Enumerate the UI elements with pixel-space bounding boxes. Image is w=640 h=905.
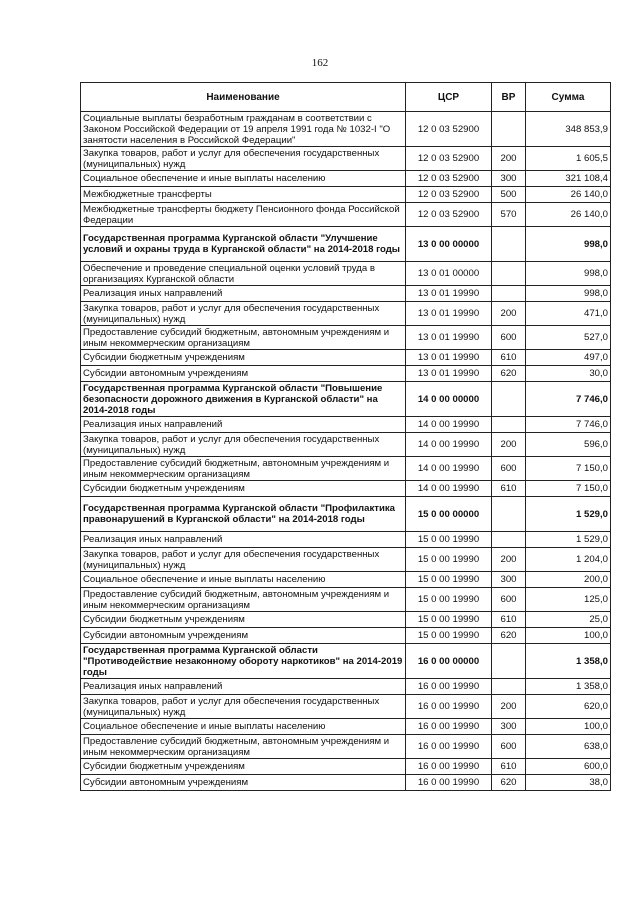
cell-name: Предоставление субсидий бюджетным, автономным учреждениям и иным некоммерческим организациям bbox=[81, 735, 406, 759]
table-row bbox=[81, 286, 611, 302]
cell-sum: 100,0 bbox=[526, 719, 611, 735]
cell-name: Закупка товаров, работ и услуг для обеспечения государственных (муниципальных) нужд bbox=[81, 147, 406, 171]
cell-csr: 16 0 00 19990 bbox=[406, 735, 492, 759]
cell-sum: 321 108,4 bbox=[526, 171, 611, 187]
cell-sum: 200,0 bbox=[526, 572, 611, 588]
table-row bbox=[81, 612, 611, 628]
program-row bbox=[81, 644, 611, 679]
cell-name: Социальное обеспечение и иные выплаты населению bbox=[81, 719, 406, 735]
cell-sum: 100,0 bbox=[526, 628, 611, 644]
cell-name: Социальное обеспечение и иные выплаты населению bbox=[81, 171, 406, 187]
cell-name: Закупка товаров, работ и услуг для обеспечения государственных (муниципальных) нужд bbox=[81, 433, 406, 457]
table-row bbox=[81, 302, 611, 326]
cell-sum: 620,0 bbox=[526, 695, 611, 719]
table-row bbox=[81, 147, 611, 171]
program-row bbox=[81, 227, 611, 262]
cell-sum: 348 853,9 bbox=[526, 112, 611, 147]
cell-sum: 7 150,0 bbox=[526, 481, 611, 497]
cell-sum: 596,0 bbox=[526, 433, 611, 457]
header-csr: ЦСР bbox=[406, 83, 492, 112]
cell-vr: 500 bbox=[492, 187, 526, 203]
cell-sum: 638,0 bbox=[526, 735, 611, 759]
cell-vr bbox=[492, 262, 526, 286]
cell-csr: 12 0 03 52900 bbox=[406, 203, 492, 227]
cell-csr: 16 0 00 00000 bbox=[406, 644, 492, 679]
cell-name: Реализация иных направлений bbox=[81, 417, 406, 433]
cell-sum: 998,0 bbox=[526, 227, 611, 262]
cell-name: Межбюджетные трансферты бюджету Пенсионного фонда Российской Федерации bbox=[81, 203, 406, 227]
cell-csr: 16 0 00 19990 bbox=[406, 775, 492, 791]
cell-csr: 16 0 00 19990 bbox=[406, 695, 492, 719]
cell-name: Предоставление субсидий бюджетным, автономным учреждениям и иным некоммерческим организациям bbox=[81, 588, 406, 612]
cell-csr: 14 0 00 19990 bbox=[406, 417, 492, 433]
table-row bbox=[81, 759, 611, 775]
cell-csr: 15 0 00 19990 bbox=[406, 532, 492, 548]
cell-csr: 13 0 01 19990 bbox=[406, 302, 492, 326]
cell-name: Реализация иных направлений bbox=[81, 532, 406, 548]
table-row bbox=[81, 112, 611, 147]
cell-csr: 14 0 00 19990 bbox=[406, 457, 492, 481]
cell-name: Субсидии бюджетным учреждениям bbox=[81, 759, 406, 775]
cell-csr: 13 0 01 19990 bbox=[406, 326, 492, 350]
table-row bbox=[81, 262, 611, 286]
cell-vr: 300 bbox=[492, 719, 526, 735]
cell-vr bbox=[492, 679, 526, 695]
cell-csr: 15 0 00 19990 bbox=[406, 588, 492, 612]
cell-sum: 1 529,0 bbox=[526, 532, 611, 548]
cell-vr: 620 bbox=[492, 628, 526, 644]
table-row bbox=[81, 572, 611, 588]
cell-csr: 14 0 00 19990 bbox=[406, 433, 492, 457]
cell-vr: 200 bbox=[492, 695, 526, 719]
cell-vr: 610 bbox=[492, 759, 526, 775]
cell-vr bbox=[492, 417, 526, 433]
cell-vr: 610 bbox=[492, 612, 526, 628]
cell-csr: 12 0 03 52900 bbox=[406, 112, 492, 147]
cell-csr: 12 0 03 52900 bbox=[406, 147, 492, 171]
cell-sum: 998,0 bbox=[526, 262, 611, 286]
cell-csr: 15 0 00 19990 bbox=[406, 572, 492, 588]
header-vr: ВР bbox=[492, 83, 526, 112]
header-name: Наименование bbox=[81, 83, 406, 112]
cell-name: Закупка товаров, работ и услуг для обеспечения государственных (муниципальных) нужд bbox=[81, 695, 406, 719]
cell-sum: 30,0 bbox=[526, 366, 611, 382]
cell-vr: 600 bbox=[492, 588, 526, 612]
table-row bbox=[81, 719, 611, 735]
cell-vr: 620 bbox=[492, 366, 526, 382]
cell-csr: 14 0 00 00000 bbox=[406, 382, 492, 417]
budget-table bbox=[80, 82, 611, 791]
cell-vr: 570 bbox=[492, 203, 526, 227]
cell-sum: 125,0 bbox=[526, 588, 611, 612]
table-row bbox=[81, 532, 611, 548]
cell-sum: 1 605,5 bbox=[526, 147, 611, 171]
cell-vr: 620 bbox=[492, 775, 526, 791]
cell-name: Государственная программа Курганской области "Противодействие незаконному обороту наркотиков" на 2014-2019 годы bbox=[81, 644, 406, 679]
table-body bbox=[81, 112, 611, 791]
cell-csr: 15 0 00 19990 bbox=[406, 628, 492, 644]
table-row bbox=[81, 326, 611, 350]
cell-name: Государственная программа Курганской области "Повышение безопасности дорожного движения в Курганской области" на 2014-2018 годы bbox=[81, 382, 406, 417]
table-row bbox=[81, 695, 611, 719]
page-number: 162 bbox=[311, 57, 329, 69]
cell-name: Предоставление субсидий бюджетным, автономным учреждениям и иным некоммерческим организациям bbox=[81, 457, 406, 481]
cell-vr: 300 bbox=[492, 572, 526, 588]
cell-csr: 13 0 01 19990 bbox=[406, 366, 492, 382]
cell-name: Обеспечение и проведение специальной оценки условий труда в организациях Курганской области bbox=[81, 262, 406, 286]
cell-csr: 15 0 00 19990 bbox=[406, 612, 492, 628]
cell-csr: 13 0 00 00000 bbox=[406, 227, 492, 262]
cell-vr: 600 bbox=[492, 735, 526, 759]
cell-csr: 13 0 01 00000 bbox=[406, 262, 492, 286]
cell-name: Закупка товаров, работ и услуг для обеспечения государственных (муниципальных) нужд bbox=[81, 302, 406, 326]
cell-sum: 26 140,0 bbox=[526, 187, 611, 203]
cell-sum: 1 358,0 bbox=[526, 679, 611, 695]
cell-name: Субсидии бюджетным учреждениям bbox=[81, 350, 406, 366]
cell-name: Социальные выплаты безработным гражданам в соответствии с Законом Российской Федерации от 19 апреля 1991 года № 1032-I "О занятости населения в Российской Федерации" bbox=[81, 112, 406, 147]
cell-name: Предоставление субсидий бюджетным, автономным учреждениям и иным некоммерческим организациям bbox=[81, 326, 406, 350]
table-row bbox=[81, 775, 611, 791]
cell-name: Субсидии автономным учреждениям bbox=[81, 775, 406, 791]
cell-sum: 26 140,0 bbox=[526, 203, 611, 227]
cell-sum: 7 746,0 bbox=[526, 417, 611, 433]
program-row bbox=[81, 382, 611, 417]
cell-name: Межбюджетные трансферты bbox=[81, 187, 406, 203]
cell-csr: 16 0 00 19990 bbox=[406, 759, 492, 775]
cell-name: Государственная программа Курганской области "Профилактика правонарушений в Курганской области" на 2014-2018 годы bbox=[81, 497, 406, 532]
cell-sum: 38,0 bbox=[526, 775, 611, 791]
cell-csr: 14 0 00 19990 bbox=[406, 481, 492, 497]
cell-csr: 15 0 00 19990 bbox=[406, 548, 492, 572]
table-row bbox=[81, 417, 611, 433]
cell-sum: 527,0 bbox=[526, 326, 611, 350]
program-row bbox=[81, 497, 611, 532]
table-row bbox=[81, 481, 611, 497]
cell-csr: 16 0 00 19990 bbox=[406, 679, 492, 695]
cell-sum: 497,0 bbox=[526, 350, 611, 366]
table-row bbox=[81, 457, 611, 481]
cell-sum: 1 358,0 bbox=[526, 644, 611, 679]
cell-name: Социальное обеспечение и иные выплаты населению bbox=[81, 572, 406, 588]
cell-sum: 1 529,0 bbox=[526, 497, 611, 532]
cell-name: Субсидии бюджетным учреждениям bbox=[81, 612, 406, 628]
cell-sum: 7 746,0 bbox=[526, 382, 611, 417]
cell-name: Государственная программа Курганской области "Улучшение условий и охраны труда в Курганской области" на 2014-2018 годы bbox=[81, 227, 406, 262]
header-sum: Сумма bbox=[526, 83, 611, 112]
cell-vr: 600 bbox=[492, 457, 526, 481]
cell-name: Реализация иных направлений bbox=[81, 286, 406, 302]
cell-vr bbox=[492, 227, 526, 262]
cell-vr: 600 bbox=[492, 326, 526, 350]
table-header-row bbox=[81, 83, 611, 112]
cell-sum: 600,0 bbox=[526, 759, 611, 775]
cell-vr bbox=[492, 382, 526, 417]
table-row bbox=[81, 588, 611, 612]
table-row bbox=[81, 735, 611, 759]
table-row bbox=[81, 679, 611, 695]
table-row bbox=[81, 187, 611, 203]
cell-name: Субсидии бюджетным учреждениям bbox=[81, 481, 406, 497]
cell-name: Субсидии автономным учреждениям bbox=[81, 366, 406, 382]
cell-vr: 200 bbox=[492, 548, 526, 572]
cell-vr bbox=[492, 644, 526, 679]
cell-vr: 200 bbox=[492, 302, 526, 326]
table-row bbox=[81, 548, 611, 572]
cell-vr: 200 bbox=[492, 433, 526, 457]
cell-vr: 200 bbox=[492, 147, 526, 171]
cell-vr: 610 bbox=[492, 350, 526, 366]
table-row bbox=[81, 433, 611, 457]
cell-name: Реализация иных направлений bbox=[81, 679, 406, 695]
table-row bbox=[81, 350, 611, 366]
cell-sum: 998,0 bbox=[526, 286, 611, 302]
cell-vr: 300 bbox=[492, 171, 526, 187]
cell-csr: 12 0 03 52900 bbox=[406, 171, 492, 187]
cell-csr: 15 0 00 00000 bbox=[406, 497, 492, 532]
cell-vr bbox=[492, 286, 526, 302]
cell-sum: 25,0 bbox=[526, 612, 611, 628]
cell-vr: 610 bbox=[492, 481, 526, 497]
cell-name: Закупка товаров, работ и услуг для обеспечения государственных (муниципальных) нужд bbox=[81, 548, 406, 572]
table-row bbox=[81, 628, 611, 644]
table-row bbox=[81, 203, 611, 227]
table-row bbox=[81, 171, 611, 187]
cell-csr: 13 0 01 19990 bbox=[406, 350, 492, 366]
cell-sum: 1 204,0 bbox=[526, 548, 611, 572]
cell-csr: 16 0 00 19990 bbox=[406, 719, 492, 735]
cell-name: Субсидии автономным учреждениям bbox=[81, 628, 406, 644]
cell-sum: 7 150,0 bbox=[526, 457, 611, 481]
table-row bbox=[81, 366, 611, 382]
cell-vr bbox=[492, 112, 526, 147]
cell-csr: 13 0 01 19990 bbox=[406, 286, 492, 302]
cell-vr bbox=[492, 532, 526, 548]
cell-csr: 12 0 03 52900 bbox=[406, 187, 492, 203]
cell-vr bbox=[492, 497, 526, 532]
cell-sum: 471,0 bbox=[526, 302, 611, 326]
